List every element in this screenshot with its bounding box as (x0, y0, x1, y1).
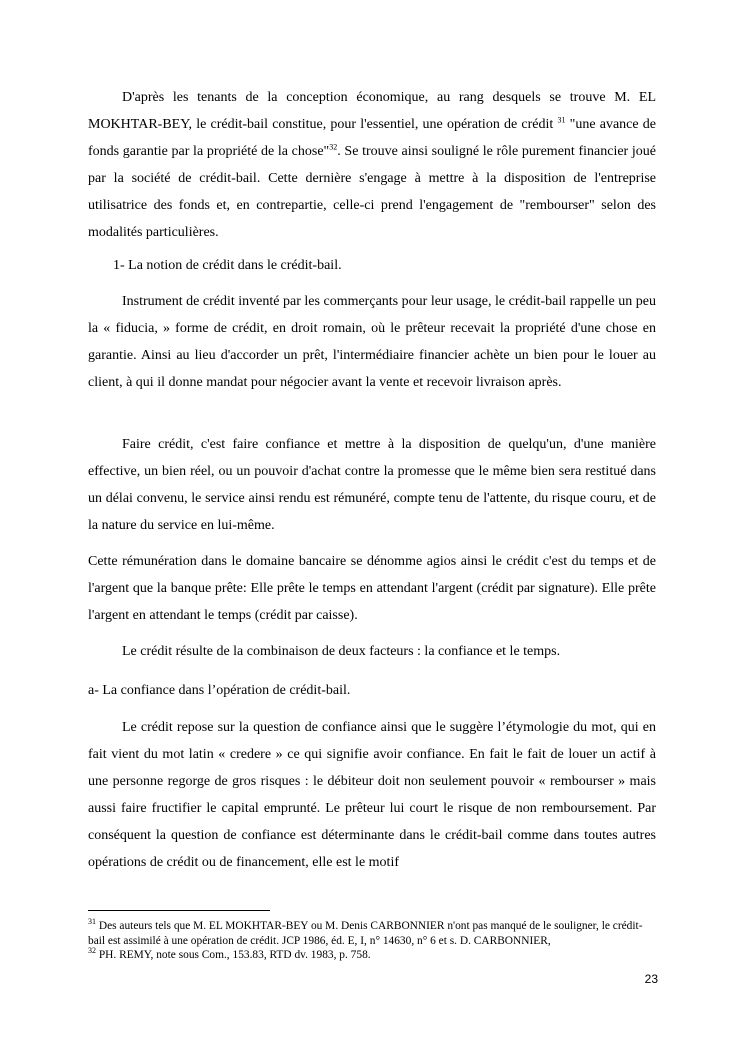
paragraph-text: . Se trouve ainsi souligné le rôle purement financier joué par la société de crédit-bail. Cette dernière s'engage à mettre à la disposition de l'entreprise utilisatrice des fonds et, en contrepartie, celle-ci prend l'engagement de "rembourser" selon des modalités particulières. (88, 144, 656, 240)
page-number: 23 (644, 972, 658, 986)
section-heading-confiance: a- La confiance dans l’opération de crédit-bail. (88, 683, 351, 698)
footnote-32 (88, 948, 658, 963)
footnote-ref-31: 31 (557, 115, 566, 125)
paragraph-credit-bail-conception (88, 84, 656, 246)
footnote-text: Des auteurs tels que M. EL MOKHTAR-BEY ou M. Denis CARBONNIER n'ont pas manqué de le souligner, le crédit-bail est assimilé à une opération de crédit. JCP 1986, éd. E, I, n° 14630, n° 6 et s. D. CARBONNIER, (88, 920, 643, 947)
footnote-number: 31 (88, 917, 96, 927)
paragraph-faire-credit: Faire crédit, c'est faire confiance et mettre à la disposition de quelqu'un, d'une manière effective, un bien réel, ou un pouvoir d'achat contre la promesse que le même bien sera restitué dans un délai convenu, le service ainsi rendu est rémunéré, compte tenu de l'attente, du risque couru, et de la nature du service en lui-même. (88, 437, 656, 533)
footnote-31 (88, 919, 658, 948)
footnote-separator (88, 910, 270, 911)
paragraph-remuneration: Cette rémunération dans le domaine bancaire se dénomme agios ainsi le crédit c'est du temps et de l'argent que la banque prête: Elle prête le temps en attendant l'argent (crédit par signature). Elle prête l'argent en attendant le temps (crédit par caisse). (88, 554, 656, 623)
footnote-ref-32: 32 (329, 142, 338, 152)
paragraph-credit-confiance: Le crédit repose sur la question de confiance ainsi que le suggère l’étymologie du mot, qui en fait vient du mot latin « credere » ce qui signifie avoir confiance. En fait le fait de louer un actif à une personne regorge de gros risques : le débiteur doit non seulement pouvoir « rembourser » mais aussi faire fructifier le capital emprunté. Le prêteur lui court le risque de non remboursement. Par conséquent la question de confiance est déterminante dans le crédit-bail comme dans toutes autres opérations de crédit ou de financement, elle est le motif (88, 720, 656, 870)
section-heading-notion-credit: 1- La notion de crédit dans le crédit-bail. (113, 258, 342, 273)
paragraph-combinaison-facteurs: Le crédit résulte de la combinaison de deux facteurs : la confiance et le temps. (122, 644, 561, 659)
footnote-number: 32 (88, 946, 96, 956)
paragraph-instrument-credit: Instrument de crédit inventé par les commerçants pour leur usage, le crédit-bail rappelle un peu la « fiducia, » forme de crédit, en droit romain, où le prêteur recevait la propriété d'une chose en garantie. Ainsi au lieu d'accorder un prêt, l'intermédiaire financier achète un bien pour le louer au client, à qui il donne mandat pour négocier avant la vente et recevoir livraison après. (88, 294, 656, 390)
paragraph-text: "une avance de fonds garantie par la propriété de la chose" (88, 117, 656, 159)
footnotes (88, 919, 658, 963)
paragraph-text: D'après les tenants de la conception économique, au rang desquels se trouve M. EL MOKHTAR-BEY, le crédit-bail constitue, pour l'essentiel, une opération de crédit (88, 90, 656, 132)
footnote-text: PH. REMY, note sous Com., 153.83, RTD dv. 1983, p. 758. (96, 949, 371, 961)
